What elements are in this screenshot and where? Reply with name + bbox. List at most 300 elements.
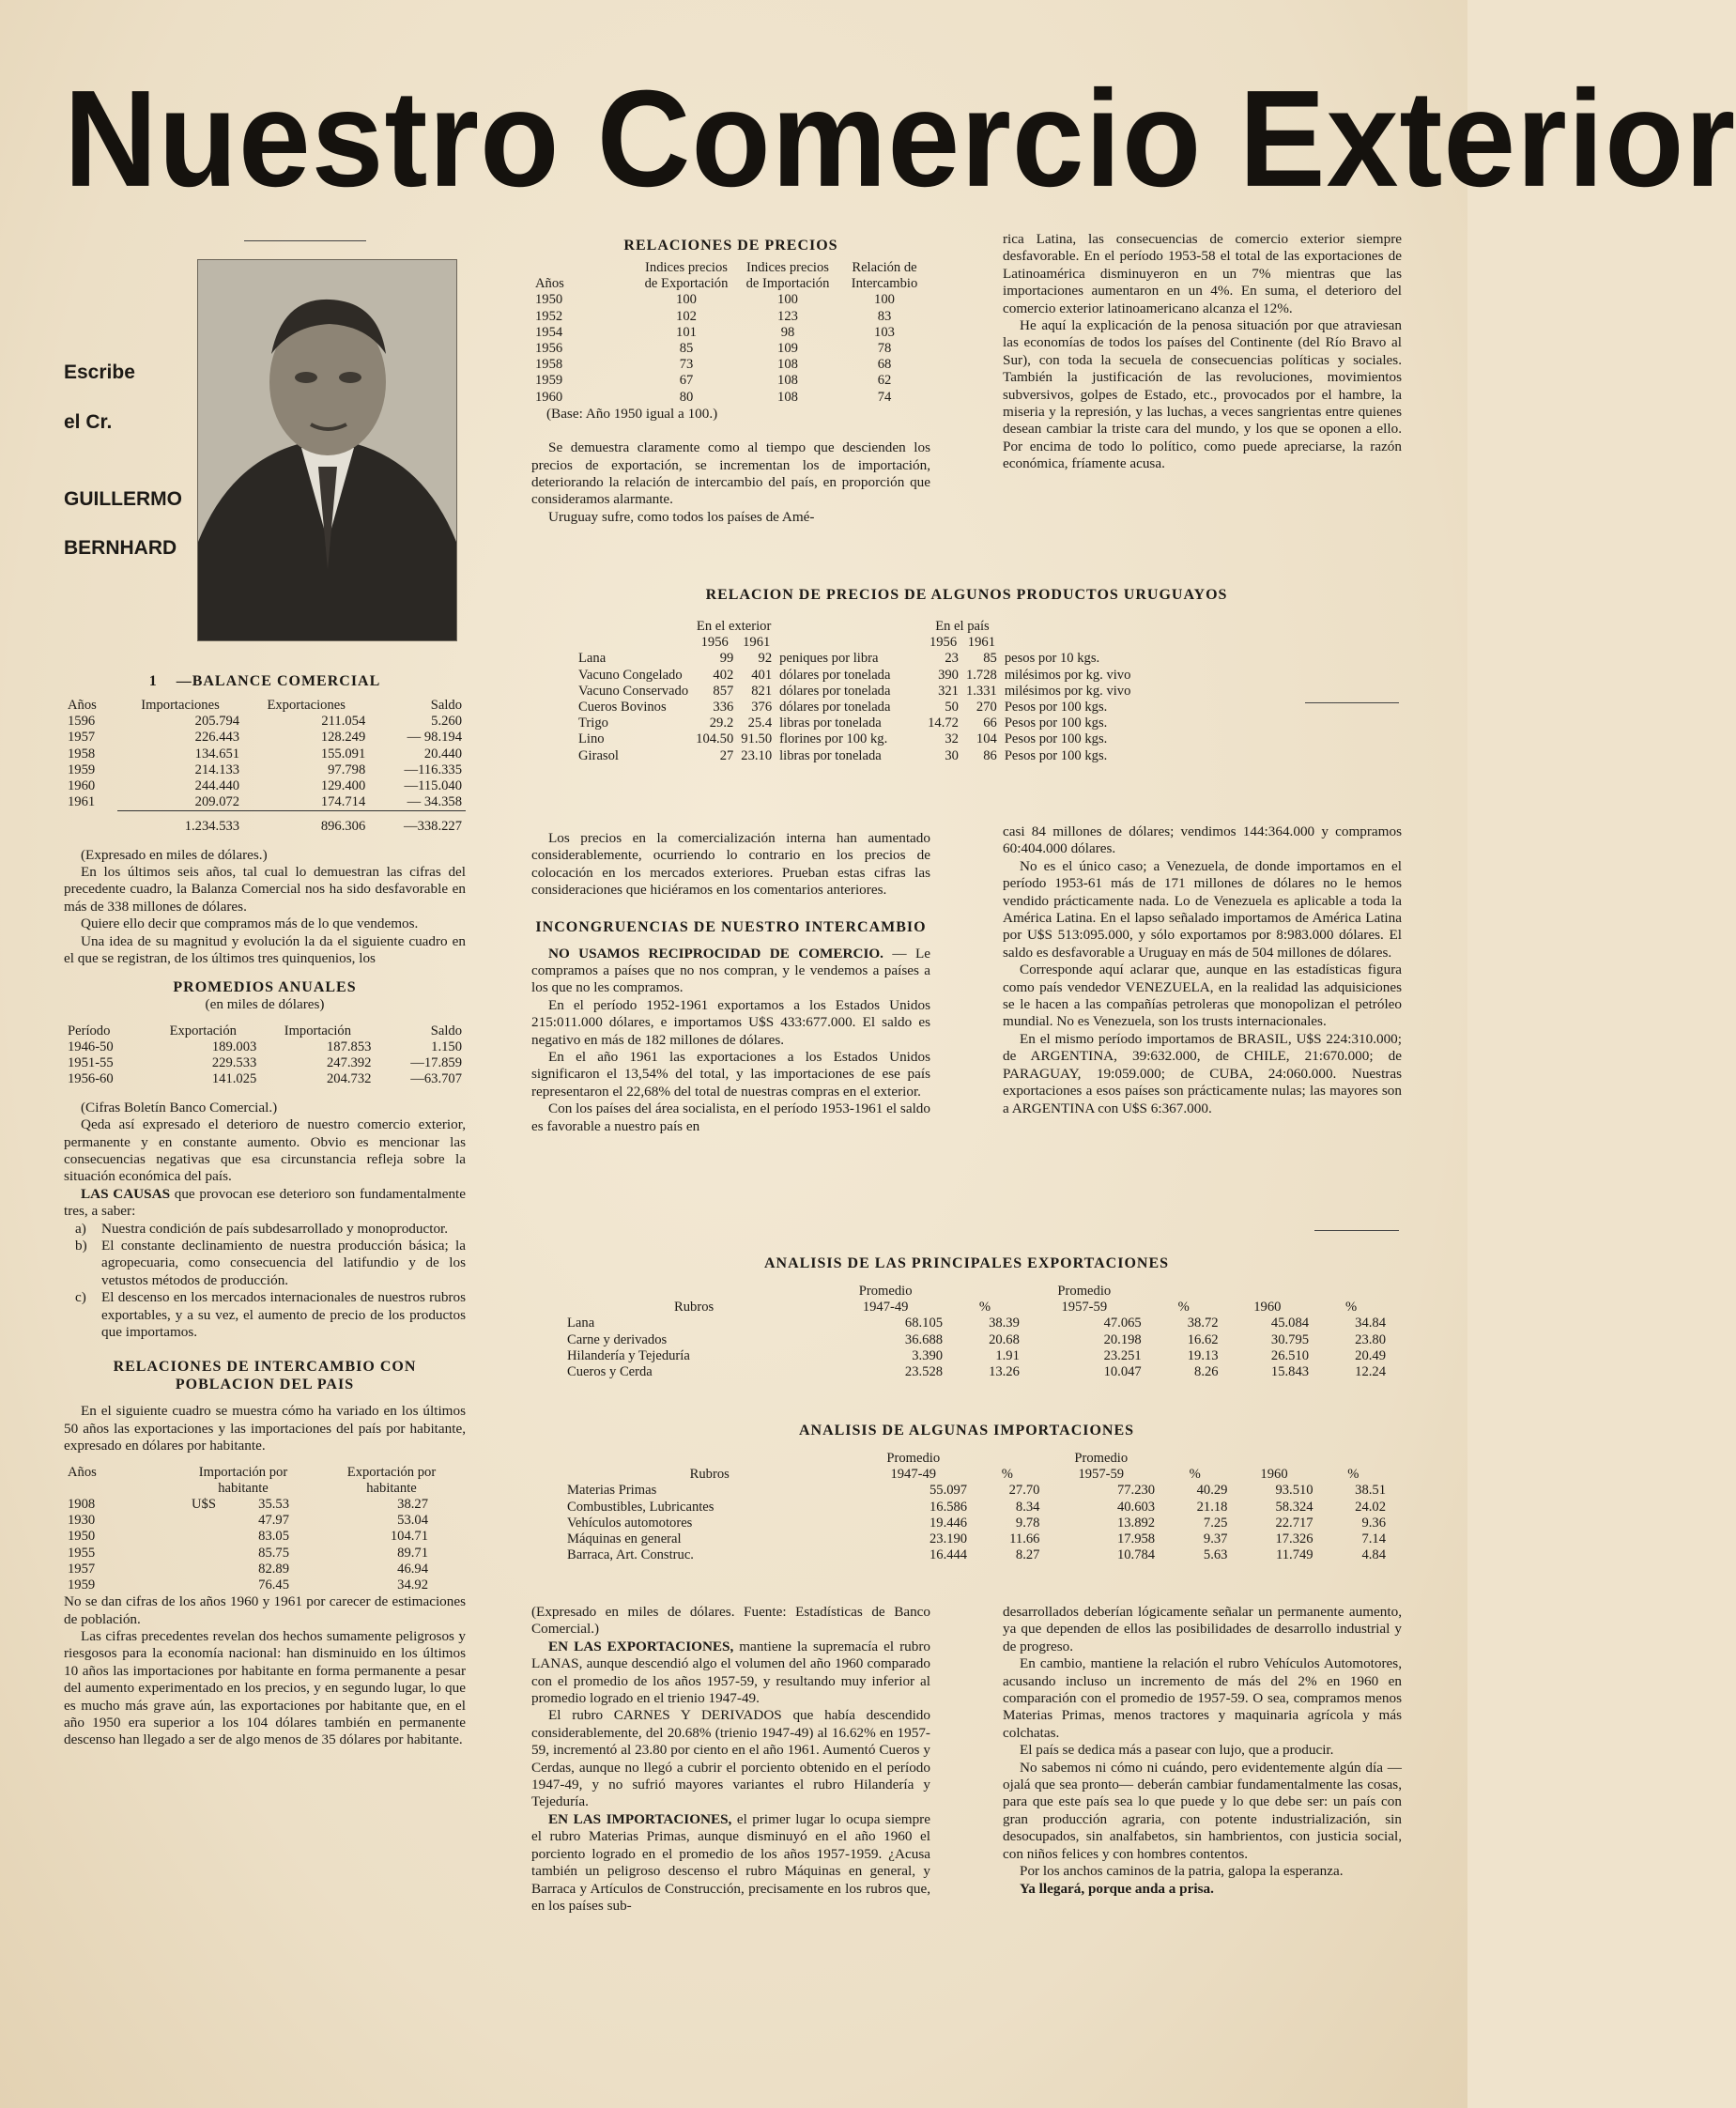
- commentary-text: mantiene la supremacía el rubro LANAS, aunque descendió algo el volumen del año 1960 comparado con el promedio de los años 1957-59, y resultando muy inferior al promedio logrado en el trienio 1947-49.: [531, 1638, 930, 1707]
- table-cell: 99: [719, 651, 734, 667]
- importaciones-rubros-header: Rubros: [689, 1467, 730, 1483]
- importaciones-period-header: 1947-49: [890, 1467, 937, 1483]
- table-cell: 24.02: [1355, 1499, 1386, 1515]
- table-cell: 1.331: [965, 683, 997, 699]
- ornament-line: [244, 240, 366, 241]
- table-cell: 67: [679, 373, 694, 389]
- importaciones-table: [563, 1451, 1390, 1563]
- productos-heading: RELACION DE PRECIOS DE ALGUNOS PRODUCTOS URUGUAYOS: [705, 587, 1228, 603]
- table-cell: 1952: [535, 308, 563, 324]
- table-cell: 187.853: [326, 1039, 372, 1055]
- intercambio-heading: RELACIONES DE INTERCAMBIO CON POBLACION DEL PAIS: [113, 1359, 417, 1393]
- balance-col-header: Años: [68, 698, 97, 713]
- value: 35.53: [258, 1497, 289, 1512]
- paragraph: En el año 1961 las exportaciones a los Estados Unidos significaron el 13,54% del total, y las importaciones de ese país representaron el 22,68% del total de nuestras compras en el exterior.: [531, 1049, 930, 1100]
- exportaciones-period-header: 1957-59: [1061, 1300, 1108, 1316]
- promedios-col-header: Período: [68, 1023, 111, 1039]
- table-cell: 30: [945, 747, 959, 763]
- table-cell: 45.084: [1270, 1316, 1310, 1331]
- exportaciones-pct-header: %: [978, 1300, 991, 1316]
- causas-item-mark: a): [75, 1220, 86, 1237]
- table-cell: 27: [719, 747, 734, 763]
- table-cell: 23.80: [1355, 1331, 1386, 1347]
- table-cell: 103: [874, 324, 895, 340]
- importaciones-pct-header: %: [1189, 1467, 1201, 1483]
- table-cell: 15.843: [1270, 1364, 1310, 1380]
- intercambio-row: [64, 1546, 466, 1562]
- intercambio-row: [64, 1577, 466, 1593]
- balance-row: [64, 714, 466, 730]
- importaciones-year-header: 1960: [1260, 1467, 1288, 1483]
- causas-item: [64, 1221, 466, 1238]
- promedios-col-header: Saldo: [430, 1023, 462, 1039]
- page-title: Nuestro Comercio Exterior: [64, 62, 1736, 216]
- table-cell: 108: [777, 357, 798, 373]
- table-cell: libras por tonelada: [779, 747, 882, 763]
- productos-row: [575, 651, 1134, 667]
- balance-total-cell: 1.234.533: [117, 811, 243, 836]
- table-cell: 1959: [68, 1577, 96, 1593]
- table-cell: 89.71: [397, 1545, 428, 1561]
- table-cell: 58.324: [1275, 1499, 1314, 1515]
- table-cell: Materias Primas: [567, 1483, 657, 1499]
- table-cell: 85: [679, 341, 694, 357]
- table-cell: 1.150: [431, 1039, 462, 1055]
- table-cell: 1950: [535, 292, 563, 308]
- table-cell: 100: [676, 292, 697, 308]
- table-cell: 109: [777, 341, 798, 357]
- precios-table-body: [531, 292, 930, 405]
- paragraph: No sabemos ni cómo ni cuándo, pero evidentemente algún día —ojalá que sea pronto— deberán cambiar fundamentalmente las cosas, para que este país sea lo que puede y lo que debe ser: un país con gran producción agraria, con potente industrialización, sin desocupados, sin analfabetos, sin hambrientos, con justicia social, con niños felices y con hombres contentos.: [1003, 1759, 1402, 1862]
- promedios-heading: PROMEDIOS ANUALES: [173, 979, 357, 996]
- table-cell: Carne y derivados: [567, 1331, 668, 1347]
- table-cell: 40.603: [1116, 1499, 1156, 1515]
- table-cell: 7.14: [1361, 1531, 1386, 1547]
- author-first-name: GUILLERMO: [64, 488, 182, 510]
- incongruencias-lead: NO USAMOS RECIPROCIDAD DE COMERCIO.: [548, 945, 883, 962]
- table-cell: Combustibles, Lubricantes: [567, 1499, 714, 1515]
- table-cell: 91.50: [741, 731, 773, 747]
- table-cell: — 98.194: [407, 730, 462, 746]
- table-cell: 19.446: [929, 1515, 968, 1531]
- precios-col-header: Años: [535, 276, 564, 292]
- importaciones-period-header: 1957-59: [1078, 1467, 1125, 1483]
- table-cell: 1958: [68, 746, 96, 762]
- table-cell: dólares por tonelada: [779, 700, 891, 715]
- importaciones-block: [531, 1416, 1402, 1563]
- precios-row: [531, 292, 930, 308]
- paragraph: rica Latina, las consecuencias de comercio exterior siempre desfavorable. En el período 1953-58 el total de las exportaciones de Latinoamérica disminuyeron en un 7% mientras que las importaciones aumentaron en un 4%. En suma, el deterioro del comercio exterior latinoamericano alcanza el 12%.: [1003, 231, 1402, 316]
- table-cell: 22.717: [1275, 1515, 1314, 1531]
- mid-left-column: [531, 830, 930, 1135]
- table-cell: 7.25: [1203, 1515, 1228, 1531]
- portrait-illustration: [198, 260, 456, 640]
- table-cell: 1930: [68, 1513, 96, 1529]
- author-last-name: BERNHARD: [64, 537, 177, 559]
- exportaciones-table: [563, 1284, 1390, 1380]
- table-cell: 211.054: [321, 714, 366, 730]
- intercambio-row: [64, 1529, 466, 1545]
- productos-row: [575, 700, 1134, 715]
- table-cell: [169, 1577, 317, 1593]
- table-cell: 857: [713, 683, 734, 699]
- table-cell: 4.84: [1361, 1547, 1386, 1563]
- table-cell: 29.2: [709, 715, 734, 731]
- dashed-rule: [1305, 702, 1399, 703]
- paragraph: Uruguay sufre, como todos los países de Amé-: [548, 508, 815, 525]
- table-cell: —17.859: [410, 1055, 462, 1071]
- commentary-text: el primer lugar lo ocupa siempre el rubro Materias Primas, aunque disminuyó en el año 1960 el porciento logrado en el promedio de los años 1957-1959. ¿Acusa también un peligroso descenso el rubro Máquinas en general, y Barraca y Artículos de Construcción, precisamente en los rubros que, en los países sub-: [531, 1810, 930, 1914]
- table-cell: 8.27: [1015, 1547, 1040, 1563]
- table-cell: [169, 1497, 317, 1513]
- table-cell: 62: [877, 373, 892, 389]
- table-cell: 226.443: [194, 730, 240, 746]
- closing-line: Ya llegará, porque anda a prisa.: [1020, 1880, 1214, 1897]
- table-cell: 17.958: [1116, 1531, 1156, 1547]
- table-cell: 23.10: [741, 747, 773, 763]
- table-cell: Girasol: [578, 747, 619, 763]
- table-cell: 189.003: [211, 1039, 257, 1055]
- paragraph: Se demuestra claramente como al tiempo que descienden los precios de exportación, se incrementan los de importación, deteriorando la relación de intercambio del país, en proporción que consideramos alarmante.: [531, 439, 930, 508]
- table-cell: 10.784: [1116, 1547, 1156, 1563]
- table-cell: libras por tonelada: [779, 715, 882, 731]
- precios-table: [531, 260, 930, 406]
- promedios-row: [64, 1071, 466, 1087]
- exportaciones-row: [563, 1348, 1390, 1364]
- causas-list: [64, 1221, 466, 1342]
- table-cell: 34.84: [1355, 1316, 1386, 1331]
- table-cell: 204.732: [326, 1071, 372, 1087]
- table-cell: 108: [777, 373, 798, 389]
- importaciones-row: [563, 1500, 1390, 1516]
- paragraph: En cambio, mantiene la relación el rubro Vehículos Automotores, acusando incluso un incremento de más del 2% en 1960 en comparación con el promedio de 1957-59. O sea, compramos menos Materias Primas, menos tractores y maquinaria agrícola y más colchatas.: [1003, 1655, 1402, 1741]
- table-cell: 9.36: [1361, 1515, 1386, 1531]
- intercambio-col-header: Importación por habitante: [198, 1464, 288, 1496]
- table-cell: 1959: [535, 373, 563, 389]
- exportaciones-promedio-label: Promedio: [858, 1284, 913, 1299]
- table-cell: 23: [945, 651, 959, 667]
- importaciones-heading: ANALISIS DE ALGUNAS IMPORTACIONES: [798, 1423, 1135, 1439]
- table-cell: 1957: [68, 730, 96, 746]
- table-cell: Hilandería y Tejeduría: [567, 1347, 690, 1363]
- table-cell: 14.72: [928, 715, 959, 731]
- balance-row: [64, 730, 466, 746]
- paragraph: El rubro CARNES Y DERIVADOS que había descendido considerablemente, del 20.68% (trienio 1947-49) al 16.62% en 1957-59, incrementó al 23.80 por ciento en el año 1961. Aumentó Cueros y Cerdas, aunque no llegó a cubrir el porciento obtenido en el período 1947-49, y no sufrió mayores variantes el rubro Hilandería y Tejeduría.: [531, 1707, 930, 1810]
- table-cell: 55.097: [929, 1483, 968, 1499]
- author-portrait: [197, 259, 457, 641]
- balance-col-header: Exportaciones: [267, 698, 346, 713]
- table-cell: 66: [983, 715, 997, 731]
- exportaciones-table-body: [563, 1316, 1390, 1380]
- precios-row: [531, 309, 930, 325]
- table-cell: 104: [976, 731, 997, 747]
- exportaciones-pct-header: %: [1344, 1300, 1358, 1316]
- table-cell: 30.795: [1270, 1331, 1310, 1347]
- table-cell: 20.68: [989, 1331, 1020, 1347]
- table-cell: 244.440: [194, 778, 240, 794]
- intercambio-col-header: Años: [68, 1464, 97, 1480]
- importaciones-row: [563, 1516, 1390, 1531]
- table-cell: 25.4: [747, 715, 773, 731]
- table-cell: 321: [938, 683, 959, 699]
- table-cell: 141.025: [211, 1071, 257, 1087]
- exportaciones-heading: ANALISIS DE LAS PRINCIPALES EXPORTACIONES: [763, 1255, 1170, 1271]
- importaciones-promedio-label: Promedio: [886, 1451, 941, 1466]
- table-cell: 821: [751, 683, 773, 699]
- table-cell: 26.510: [1270, 1347, 1310, 1363]
- paragraph: Una idea de su magnitud y evolución la da el siguiente cuadro en el que se registran, de los últimos tres quinquenios, los: [64, 932, 466, 967]
- table-cell: 83: [877, 308, 892, 324]
- table-cell: —115.040: [404, 778, 462, 794]
- balance-table: [64, 698, 466, 836]
- table-cell: 11.749: [1276, 1547, 1314, 1563]
- table-cell: 20.440: [423, 746, 462, 762]
- intercambio-row: [64, 1497, 466, 1513]
- productos-year: 1956: [929, 635, 958, 651]
- table-cell: 38.39: [989, 1316, 1020, 1331]
- table-cell: 85: [983, 651, 997, 667]
- table-cell: 1956-60: [68, 1071, 114, 1087]
- causas-paragraph: [64, 1186, 466, 1221]
- table-cell: [169, 1546, 317, 1562]
- precios-row: [531, 373, 930, 389]
- table-cell: 23.528: [904, 1364, 944, 1380]
- exportaciones-row: [563, 1332, 1390, 1348]
- table-cell: 390: [938, 667, 959, 683]
- table-cell: Lino: [578, 731, 605, 747]
- table-cell: 23.190: [929, 1531, 968, 1547]
- table-cell: 247.392: [326, 1055, 372, 1071]
- causas-intro: que provocan ese deterioro son fundamentalmente tres, a saber:: [64, 1185, 466, 1220]
- table-cell: 38.27: [397, 1497, 428, 1512]
- table-cell: 68.105: [904, 1316, 944, 1331]
- table-cell: 401: [751, 667, 773, 683]
- table-cell: 8.34: [1015, 1499, 1040, 1515]
- table-cell: 46.94: [397, 1561, 428, 1577]
- balance-row: [64, 794, 466, 811]
- promedios-note: (Cifras Boletín Banco Comercial.): [81, 1099, 278, 1116]
- balance-heading-number: 1: [148, 673, 158, 689]
- table-cell: 98: [780, 324, 795, 340]
- table-cell: 27.70: [1008, 1483, 1040, 1499]
- importaciones-pct-header: %: [1001, 1467, 1013, 1483]
- table-cell: florines por 100 kg.: [779, 731, 888, 747]
- table-cell: 155.091: [320, 746, 366, 762]
- byline-escribe: Escribe: [64, 362, 135, 383]
- paragraph: Corresponde aquí aclarar que, aunque en las estadísticas figura como país vendedor VENEZUELA, en la realidad las adquisiciones se le hacen a las compañías petroleras que monopolizan el petróleo mundial. No es Venezuela, son los trusts internacionales.: [1003, 962, 1402, 1030]
- byline-el-cr: el Cr.: [64, 411, 113, 433]
- table-cell: 1961: [68, 794, 96, 810]
- table-cell: —63.707: [410, 1071, 462, 1087]
- promedios-table-body: [64, 1039, 466, 1088]
- table-cell: 20.198: [1103, 1331, 1142, 1347]
- precios-row: [531, 357, 930, 373]
- promedios-col-header: Exportación: [169, 1023, 237, 1039]
- table-cell: 1596: [68, 714, 96, 730]
- importaciones-commentary: [531, 1811, 930, 1915]
- productos-row: [575, 715, 1134, 731]
- table-cell: 23.251: [1103, 1347, 1142, 1363]
- paragraph: No se dan cifras de los años 1960 y 1961 por carecer de estimaciones de población.: [64, 1593, 466, 1627]
- paragraph: En el mismo período importamos de BRASIL, U$S 224:310.000; de ARGENTINA, 39:632.000, de CHILE, 21:670.000; de PARAGUAY, 19:059.000; de CUBA, 24:060.000. Nuestras exportaciones a esos países son prácticamente nulas; las mayores son a ARGENTINA con U$S 6:367.000.: [1003, 1030, 1402, 1116]
- paragraph: casi 84 millones de dólares; vendimos 144:364.000 y compramos 60:404.000 dólares.: [1003, 823, 1402, 857]
- table-cell: milésimos por kg. vivo: [1004, 683, 1131, 699]
- table-cell: —116.335: [404, 762, 462, 777]
- paragraph: En el siguiente cuadro se muestra cómo ha variado en los últimos 50 años las exportaciones y las importaciones del país por habitante, expresado en dólares por habitante.: [64, 1403, 466, 1454]
- table-cell: 1956: [535, 341, 563, 357]
- causas-item-text: El descenso en los mercados internacionales de nuestros rubros exportables, y a su vez, el aumento de precio de los productos que importamos.: [101, 1289, 466, 1340]
- intercambio-col-header: Exportación por habitante: [346, 1464, 437, 1496]
- paragraph: Con los países del área socialista, en el período 1953-1961 el saldo es favorable a nuestro país en: [531, 1100, 930, 1134]
- value: 76.45: [258, 1577, 289, 1593]
- precios-block: [531, 231, 930, 526]
- intercambio-table-body: [64, 1497, 466, 1593]
- promedios-row: [64, 1055, 466, 1071]
- table-cell: 97.798: [328, 762, 366, 777]
- paragraph: En el período 1952-1961 exportamos a los Estados Unidos 215:011.000 dólares, e importamos U$S 433:677.000. El saldo es negativo en más de 182 millones de dólares.: [531, 996, 930, 1048]
- table-cell: 1950: [68, 1529, 96, 1545]
- balance-heading-text: —BALANCE COMERCIAL: [176, 673, 381, 689]
- exportaciones-row: [563, 1316, 1390, 1331]
- balance-row: [64, 778, 466, 794]
- table-cell: 50: [945, 700, 959, 715]
- table-cell: 5.260: [431, 714, 462, 730]
- table-cell: dólares por tonelada: [779, 683, 891, 699]
- importaciones-promedio-label: Promedio: [1074, 1451, 1129, 1466]
- table-cell: [169, 1562, 317, 1577]
- paragraph: En los últimos seis años, tal cual lo demuestran las cifras del precedente cuadro, la Balanza Comercial nos ha sido desfavorable en más de 338 millones de dólares.: [64, 864, 466, 915]
- table-cell: 376: [751, 700, 773, 715]
- table-cell: 93.510: [1275, 1483, 1314, 1499]
- table-cell: 10.047: [1103, 1364, 1142, 1380]
- value: 47.97: [258, 1513, 289, 1529]
- table-cell: 104.71: [390, 1529, 428, 1545]
- table-cell: 11.66: [1009, 1531, 1040, 1547]
- causas-item-mark: c): [75, 1289, 86, 1306]
- table-cell: 1957: [68, 1561, 96, 1577]
- table-cell: 1946-50: [68, 1039, 114, 1055]
- precios-col-header: Indices precios de Exportación: [644, 260, 729, 292]
- productos-row: [575, 731, 1134, 747]
- table-cell: [169, 1529, 317, 1545]
- productos-group-exterior: En el exterior: [696, 619, 772, 634]
- table-cell: 38.72: [1187, 1316, 1219, 1331]
- promedios-col-header: Importación: [284, 1023, 352, 1039]
- bottom-right-column: [1003, 1604, 1402, 1898]
- table-cell: 129.400: [320, 778, 366, 794]
- incongruencias-heading: INCONGRUENCIAS DE NUESTRO INTERCAMBIO: [535, 918, 927, 935]
- table-cell: Pesos por 100 kgs.: [1004, 731, 1108, 747]
- table-cell: Cueros y Cerda: [567, 1364, 653, 1380]
- table-cell: 77.230: [1116, 1483, 1156, 1499]
- table-cell: 1951-55: [68, 1055, 114, 1071]
- table-cell: 205.794: [194, 714, 240, 730]
- balance-col-header: Importaciones: [141, 698, 220, 713]
- paragraph: Las cifras precedentes revelan dos hechos sumamente peligrosos y riesgosos para la economía nacional: han disminuido en los últimos 10 años las importaciones por habitante en forma permanente a pesar del aumento experimentado en los precios, y en segundo lugar, lo que es mucho más grave aún, las exportaciones por habitante que, en el año 1950 era superior a los 104 dólares también en permanente descenso han llegado a ser de algo menos de 35 dólares por habitante.: [64, 1628, 466, 1748]
- table-cell: Cueros Bovinos: [578, 700, 667, 715]
- productos-row: [575, 668, 1134, 684]
- table-cell: pesos por 10 kgs.: [1004, 651, 1100, 667]
- paragraph: No es el único caso; a Venezuela, de donde importamos en el período 1953-61 más de 171 millones de dólares no le hemos vendido prácticamente nada. Lo de Venezuela es aplicable a toda la América Latina. En el lapso señalado importamos de América Latina por U$S 513:095.000, y sólo exportamos por 8:983.000 dólares. El saldo es desfavorable a Uruguay en más de 504 millones de dólares.: [1003, 857, 1402, 961]
- table-cell: 123: [777, 308, 798, 324]
- table-cell: Vacuno Conservado: [578, 683, 689, 699]
- table-cell: Pesos por 100 kgs.: [1004, 747, 1108, 763]
- table-cell: 1.728: [965, 667, 997, 683]
- precios-row: [531, 325, 930, 341]
- paragraph: desarrollados deberían lógicamente señalar un permanente aumento, ya que dependen de ellos las posibilidades de desarrollo industrial y de progreso.: [1003, 1604, 1402, 1654]
- intercambio-row: [64, 1513, 466, 1529]
- table-cell: 1955: [68, 1545, 96, 1561]
- table-cell: 86: [983, 747, 997, 763]
- causas-item-mark: b): [75, 1237, 87, 1254]
- commentary-lead: EN LAS EXPORTACIONES,: [548, 1638, 734, 1654]
- productos-row: [575, 684, 1134, 700]
- precios-row: [531, 390, 930, 406]
- table-cell: 100: [777, 292, 798, 308]
- table-cell: 174.714: [320, 794, 366, 810]
- table-cell: [169, 1513, 317, 1529]
- balance-row: [64, 762, 466, 778]
- importaciones-row: [563, 1547, 1390, 1563]
- table-cell: Vacuno Congelado: [578, 667, 683, 683]
- productos-row: [575, 748, 1134, 764]
- promedios-subheading: (en miles de dólares): [205, 996, 325, 1013]
- table-cell: 1908: [68, 1497, 96, 1512]
- exportaciones-pct-header: %: [1177, 1300, 1190, 1316]
- mid-right-column: [1003, 823, 1402, 1117]
- table-cell: 92: [758, 651, 773, 667]
- table-cell: 20.49: [1355, 1347, 1386, 1363]
- table-cell: Pesos por 100 kgs.: [1004, 715, 1108, 731]
- table-cell: 214.133: [194, 762, 240, 777]
- table-cell: 78: [877, 341, 892, 357]
- causas-item: [64, 1238, 466, 1289]
- table-cell: 3.390: [912, 1347, 944, 1363]
- paragraph: Por los anchos caminos de la patria, galopa la esperanza.: [1020, 1863, 1344, 1880]
- table-cell: 1960: [68, 778, 96, 794]
- table-cell: 40.29: [1196, 1483, 1228, 1499]
- table-cell: 1.91: [995, 1347, 1020, 1363]
- intercambio-row: [64, 1562, 466, 1577]
- table-cell: 336: [713, 700, 734, 715]
- left-column: [64, 667, 466, 1749]
- table-cell: 5.63: [1203, 1547, 1228, 1563]
- paragraph: (Expresado en miles de dólares. Fuente: Estadísticas de Banco Comercial.): [531, 1604, 930, 1638]
- table-cell: 16.586: [929, 1499, 968, 1515]
- precios-col-header: Relación de Intercambio: [851, 260, 918, 292]
- table-cell: Lana: [567, 1316, 595, 1331]
- value: 83.05: [258, 1529, 289, 1545]
- balance-total-cell: 896.306: [243, 811, 369, 836]
- exportaciones-commentary: [531, 1639, 930, 1708]
- table-cell: 32: [945, 731, 959, 747]
- exportaciones-row: [563, 1364, 1390, 1380]
- table-cell: 229.533: [211, 1055, 257, 1071]
- table-cell: Pesos por 100 kgs.: [1004, 700, 1108, 715]
- table-cell: 8.26: [1194, 1364, 1219, 1380]
- incongruencias-lead-paragraph: [531, 946, 930, 997]
- intercambio-table: [64, 1465, 466, 1594]
- productos-year: 1961: [967, 635, 995, 651]
- table-cell: 34.92: [397, 1577, 428, 1593]
- table-cell: 1954: [535, 324, 563, 340]
- table-cell: 17.326: [1275, 1531, 1314, 1547]
- table-cell: 128.249: [320, 730, 366, 746]
- paragraph: He aquí la explicación de la penosa situación por que atraviesan las economías de todos los países del Continente (del Río Bravo al Sur), con toda la secuela de consecuencias políticas y sociales. También la justificación de las revoluciones, movimientos subversivos, golpes de Estado, etc., provocados por el hambre, la miseria y la represión, y las luchas, a veces sangrientas entre quienes desean cambiar la triste cara del mundo, y los que se oponen a ello. Por encima de todo lo político, como puede apreciarse, la razón económica, fríamente acusa.: [1003, 317, 1402, 472]
- paragraph: Qeda así expresado el deterioro de nuestro comercio exterior, permanente y en constante aumento. Obvio es mencionar las consecuencias negativas que esa circunstancia refleja sobre la situación económica del país.: [64, 1116, 466, 1185]
- productos-block: [531, 580, 1402, 764]
- table-cell: 68: [877, 357, 892, 373]
